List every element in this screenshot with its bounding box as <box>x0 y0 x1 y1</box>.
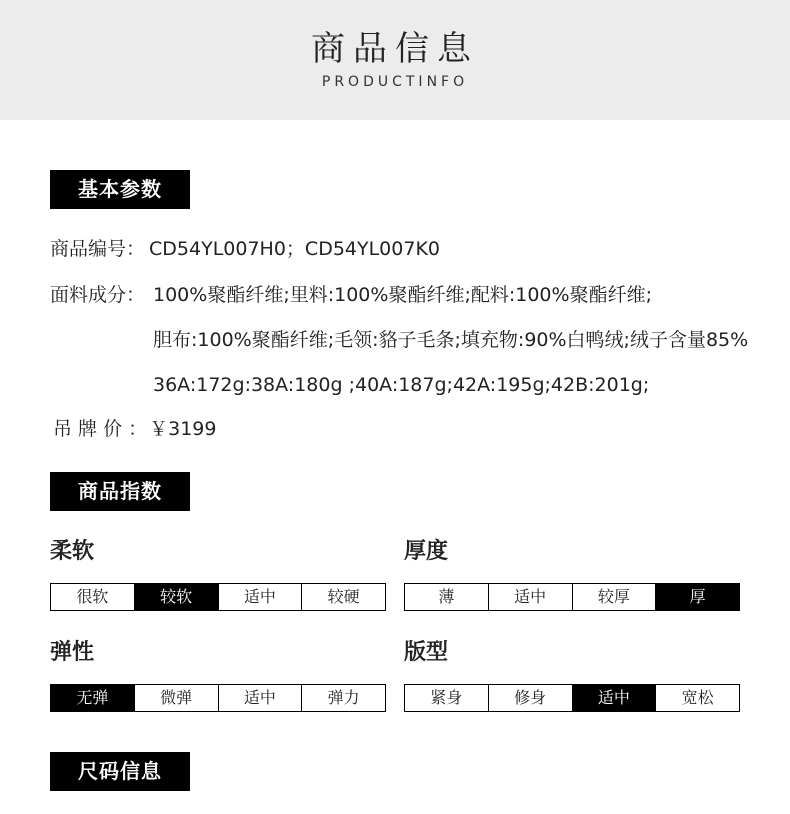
index-softness-title: 柔软 <box>50 539 95 564</box>
scale-option: 适中 <box>218 584 302 610</box>
price-label: 吊 牌 价 ： <box>53 418 148 440</box>
material-line-3: 36A:172g:38A:180g ;40A:187g;42A:195g;42B:201g; <box>153 374 650 396</box>
product-code-value: CD54YL007H0；CD54YL007K0 <box>149 238 440 260</box>
page-title: 商品信息 <box>311 29 479 69</box>
section-label-basic: 基本参数 <box>50 170 190 209</box>
scale-option: 弹力 <box>301 685 385 711</box>
scale-option: 适中 <box>488 584 572 610</box>
header-banner <box>0 0 790 120</box>
material-line-2: 胆布:100%聚酯纤维;毛领:貉子毛条;填充物:90%白鸭绒;绒子含量85% <box>153 329 749 351</box>
thickness-scale <box>404 583 740 611</box>
scale-option: 薄 <box>405 584 488 610</box>
elasticity-scale <box>50 684 386 712</box>
index-elasticity-title: 弹性 <box>50 640 95 665</box>
scale-option: 较厚 <box>572 584 656 610</box>
index-thickness-title: 厚度 <box>404 539 449 564</box>
fit-scale <box>404 684 740 712</box>
scale-option: 紧身 <box>405 685 488 711</box>
softness-scale <box>50 583 386 611</box>
product-code-label: 商品编号： <box>50 238 146 260</box>
scale-option: 适中 <box>218 685 302 711</box>
scale-option: 修身 <box>488 685 572 711</box>
section-label-size: 尺码信息 <box>50 752 190 791</box>
index-fit-title: 版型 <box>404 640 449 665</box>
section-label-index: 商品指数 <box>50 472 190 511</box>
material-line-1: 100%聚酯纤维;里料:100%聚酯纤维;配料:100%聚酯纤维; <box>153 284 652 306</box>
scale-option: 较硬 <box>301 584 385 610</box>
scale-option: 宽松 <box>655 685 739 711</box>
scale-option: 微弹 <box>134 685 218 711</box>
material-label: 面料成分： <box>50 284 146 306</box>
product-code-row <box>50 236 440 262</box>
scale-option: 适中 <box>572 685 656 711</box>
scale-option: 无弹 <box>51 685 134 711</box>
scale-option: 较软 <box>134 584 218 610</box>
price-row <box>53 416 216 442</box>
page-subtitle: PRODUCTINFO <box>321 74 469 90</box>
scale-option: 厚 <box>655 584 739 610</box>
scale-option: 很软 <box>51 584 134 610</box>
price-value: ￥3199 <box>149 418 217 440</box>
